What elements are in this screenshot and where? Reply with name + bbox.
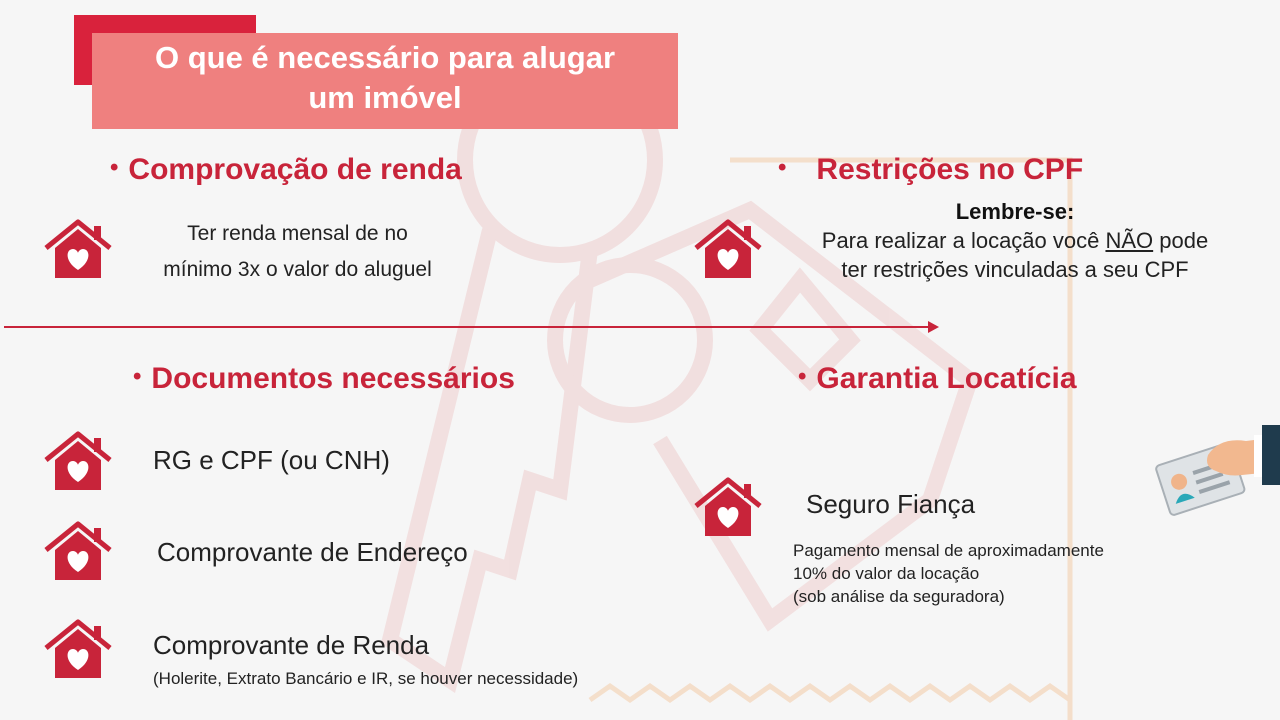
income-text-line1: Ter renda mensal de no (187, 222, 408, 245)
house-heart-icon (42, 218, 114, 280)
guarantee-description (793, 539, 1104, 608)
guarantee-description-line1: Pagamento mensal de aproximadamente (793, 541, 1104, 560)
page-title-line1: O que é necessário para alugar (154, 40, 616, 75)
house-heart-icon (42, 430, 114, 492)
income-heading-label: Comprovação de renda (128, 153, 462, 186)
guarantee-heading (798, 362, 1077, 396)
hand-holding-id-card-icon (1150, 415, 1280, 523)
page-title (92, 33, 678, 129)
bullet: • (133, 363, 142, 390)
divider-arrow-line (4, 326, 930, 328)
bullet: • (798, 363, 807, 390)
income-heading (110, 153, 462, 187)
documents-item-income: Comprovante de Renda (153, 630, 430, 660)
documents-item-address: Comprovante de Endereço (157, 537, 468, 567)
documents-item-income-note: (Holerite, Extrato Bancário e IR, se houver necessidade) (153, 669, 579, 688)
house-heart-icon (42, 618, 114, 680)
cpf-text-line1 (770, 226, 1260, 255)
cpf-reminder: Lembre-se: (955, 199, 1075, 224)
guarantee-description-line3: (sob análise da seguradora) (793, 587, 1005, 606)
cpf-text-line1-pre: Para realizar a locação você (821, 228, 1106, 253)
house-heart-icon (42, 520, 114, 582)
bullet: • (778, 154, 787, 181)
cpf-text-emphasis: NÃO (1105, 228, 1154, 253)
house-heart-icon (692, 476, 764, 538)
cpf-heading (778, 153, 1083, 187)
income-text-line2: mínimo 3x o valor do aluguel (163, 258, 432, 281)
cpf-text-line1-post: pode (1153, 228, 1209, 253)
documents-heading (133, 362, 515, 396)
guarantee-description-line2: 10% do valor da locação (793, 564, 980, 583)
income-text (110, 216, 485, 288)
arrow-right-icon (928, 321, 939, 333)
guarantee-item-label: Seguro Fiança (806, 489, 976, 519)
house-heart-icon (692, 218, 764, 280)
page-title-line2: um imóvel (308, 80, 462, 115)
guarantee-heading-label: Garantia Locatícia (816, 362, 1077, 395)
documents-heading-label: Documentos necessários (151, 362, 515, 395)
bullet: • (110, 154, 119, 181)
cpf-heading-label: Restrições no CPF (816, 153, 1084, 186)
cpf-text (770, 226, 1260, 284)
cpf-text-line2: ter restrições vinculadas a seu CPF (841, 257, 1189, 282)
documents-item-id: RG e CPF (ou CNH) (153, 445, 390, 475)
